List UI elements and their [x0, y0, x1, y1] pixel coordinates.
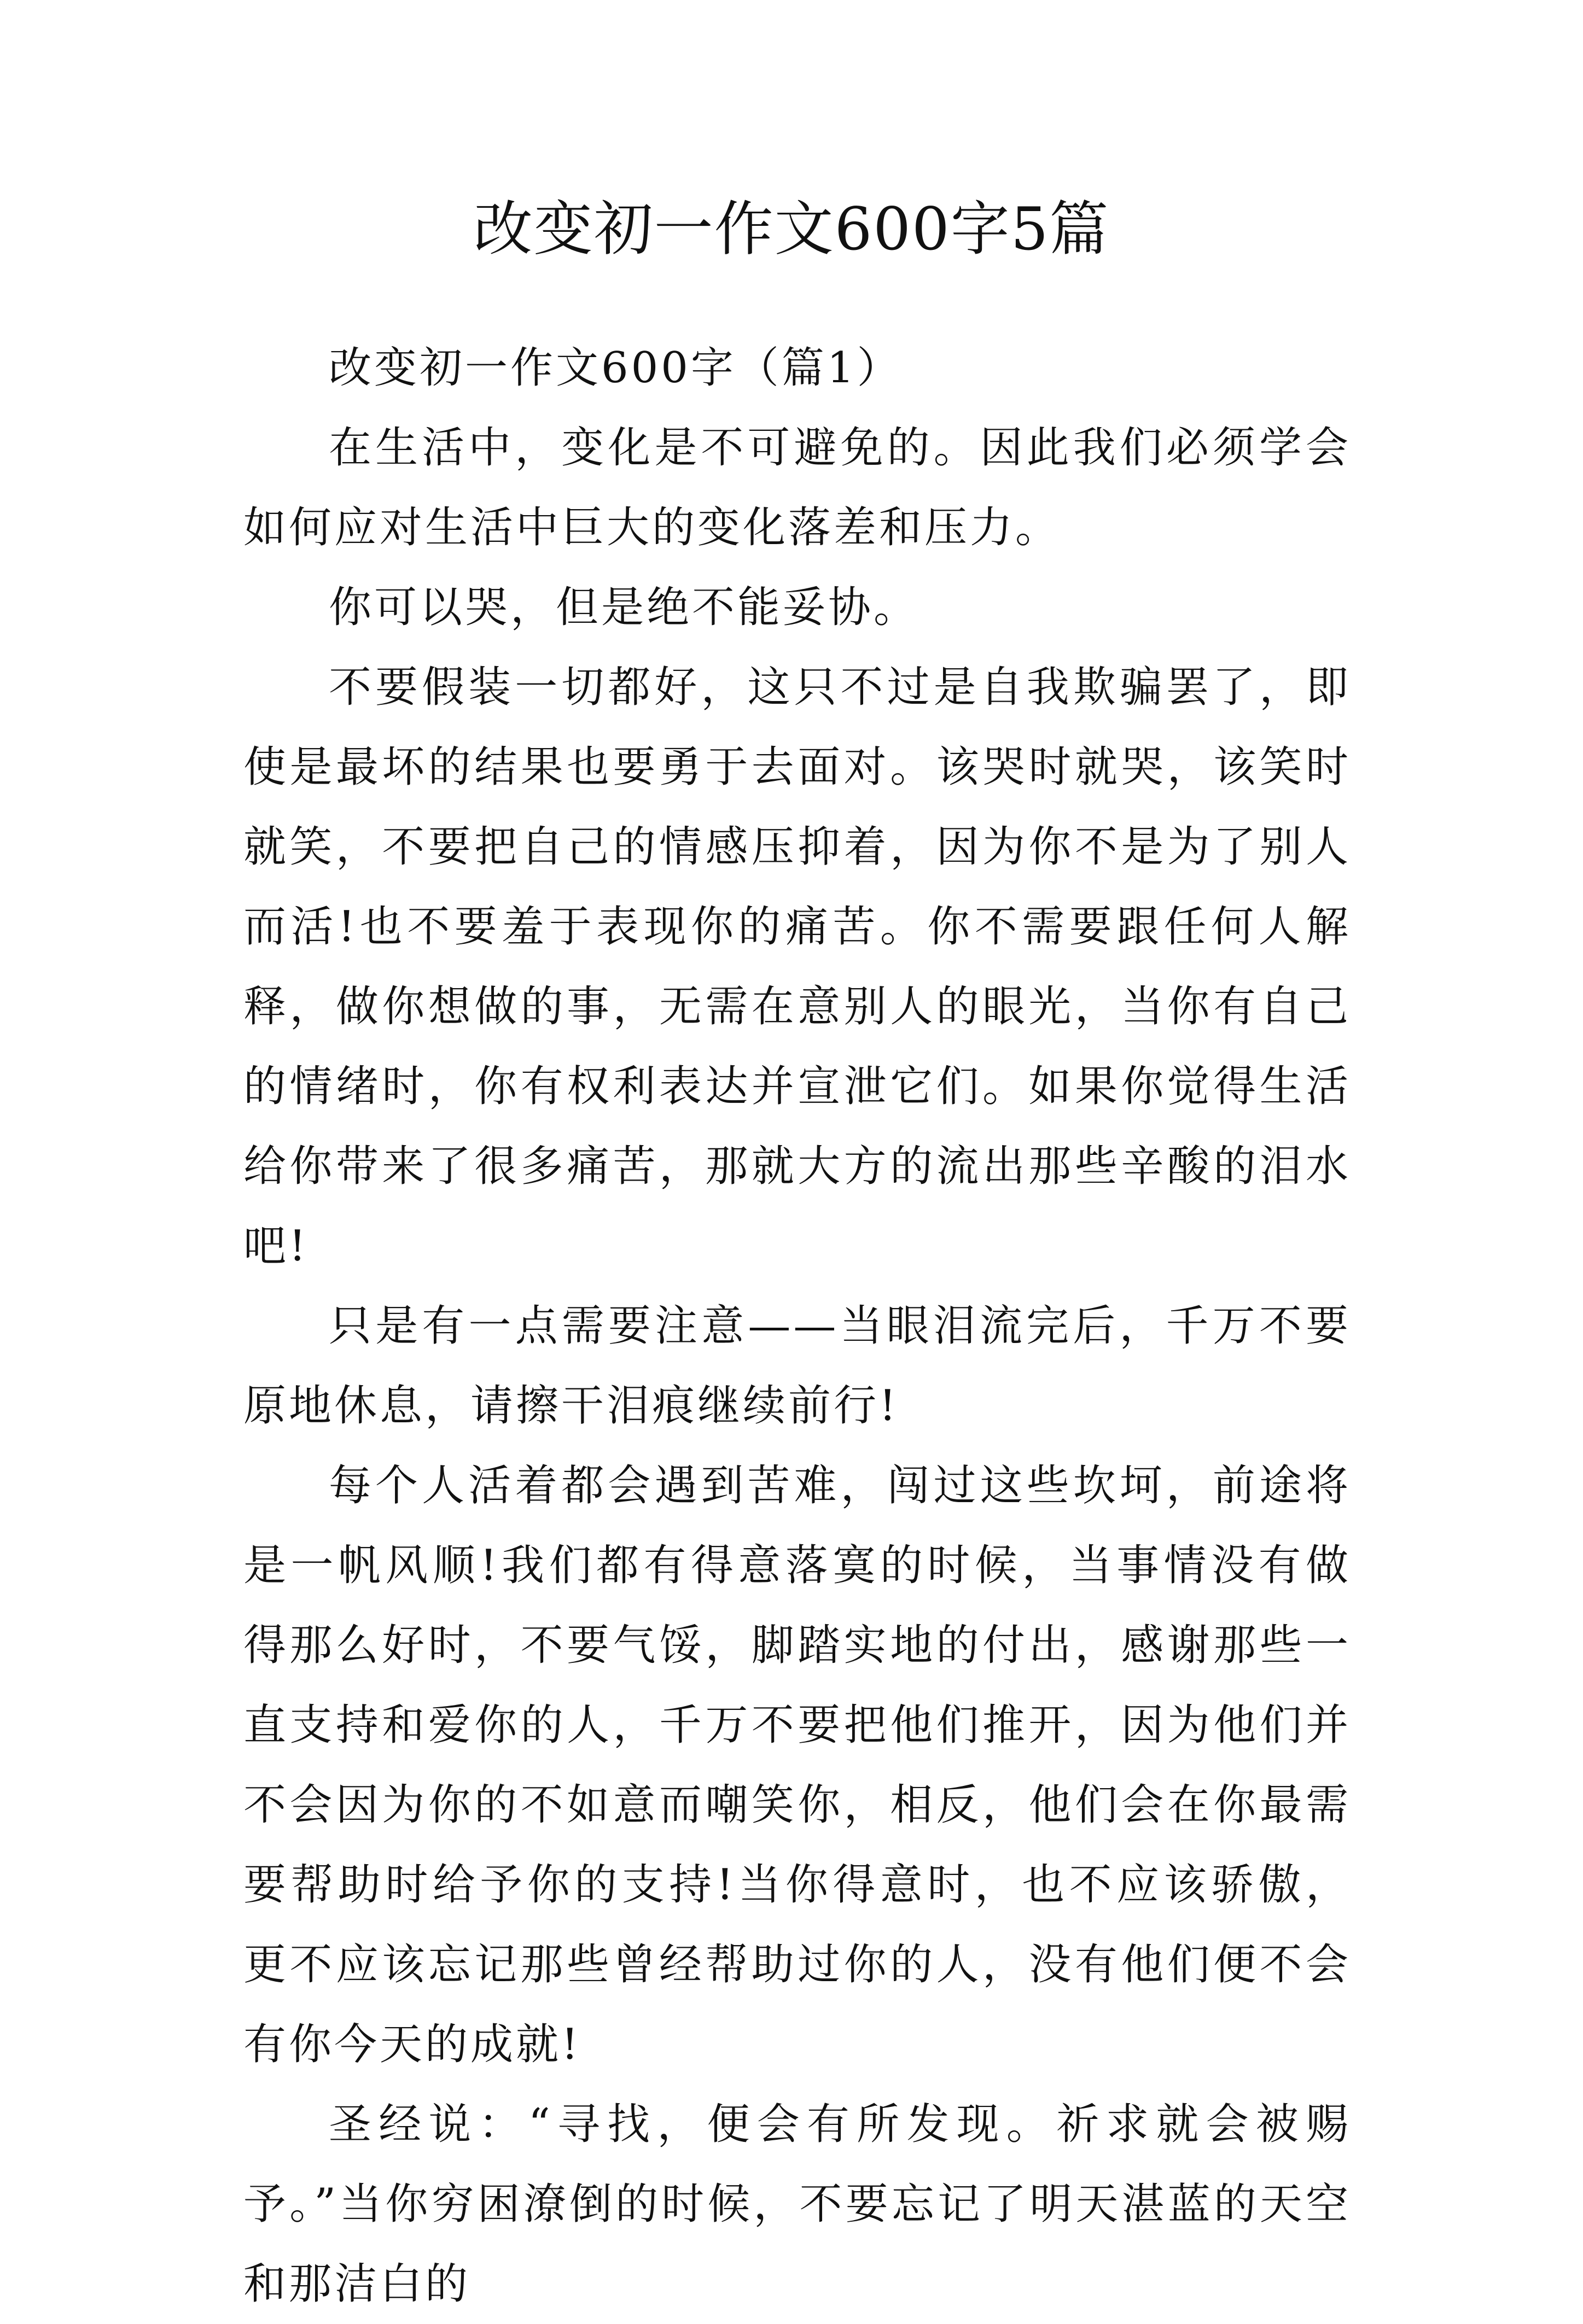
- paragraph-6: 圣经说：“寻找，便会有所发现。祈求就会被赐予。”当你穷困潦倒的时候，不要忘记了明天湛蓝的天空和那洁白的: [243, 2100, 1351, 2309]
- paragraph-5: 每个人活着都会遇到苦难，闯过这些坎坷，前途将是一帆风顺!我们都有得意落寞的时候，当事情没有做得那么好时，不要气馁，脚踏实地的付出，感谢那些一直支持和爱你的人，千万不要把他们推开，因为他们并不会因为你的不如意而嘲笑你，相反，他们会在你最需要帮助时给予你的支持!当你得意时，也不应该骄傲，更不应该忘记那些曾经帮助过你的人，没有他们便不会有你今天的成就!: [243, 1461, 1351, 2069]
- paragraph-2: 你可以哭，但是绝不能妥协。: [329, 583, 919, 632]
- document-title: 改变初一作文600字5篇: [473, 195, 1110, 264]
- paragraph-1: 在生活中，变化是不可避免的。因此我们必须学会如何应对生活中巨大的变化落差和压力。: [243, 423, 1351, 552]
- paragraph-3: 不要假装一切都好，这只不过是自我欺骗罢了，即使是最坏的结果也要勇于去面对。该哭时就哭，该笑时就笑，不要把自己的情感压抑着，因为你不是为了别人而活!也不要羞于表现你的痛苦。你不需要跟任何人解释，做你想做的事，无需在意别人的眼光，当你有自己的情绪时，你有权利表达并宣泄它们。如果你觉得生活给你带来了很多痛苦，那就大方的流出那些辛酸的泪水吧!: [243, 663, 1351, 1271]
- section-heading: 改变初一作文600字（篇1）: [329, 343, 903, 393]
- paragraph-4: 只是有一点需要注意——当眼泪流完后，千万不要原地休息，请擦干泪痕继续前行!: [243, 1301, 1351, 1430]
- document-body: [243, 328, 1351, 2324]
